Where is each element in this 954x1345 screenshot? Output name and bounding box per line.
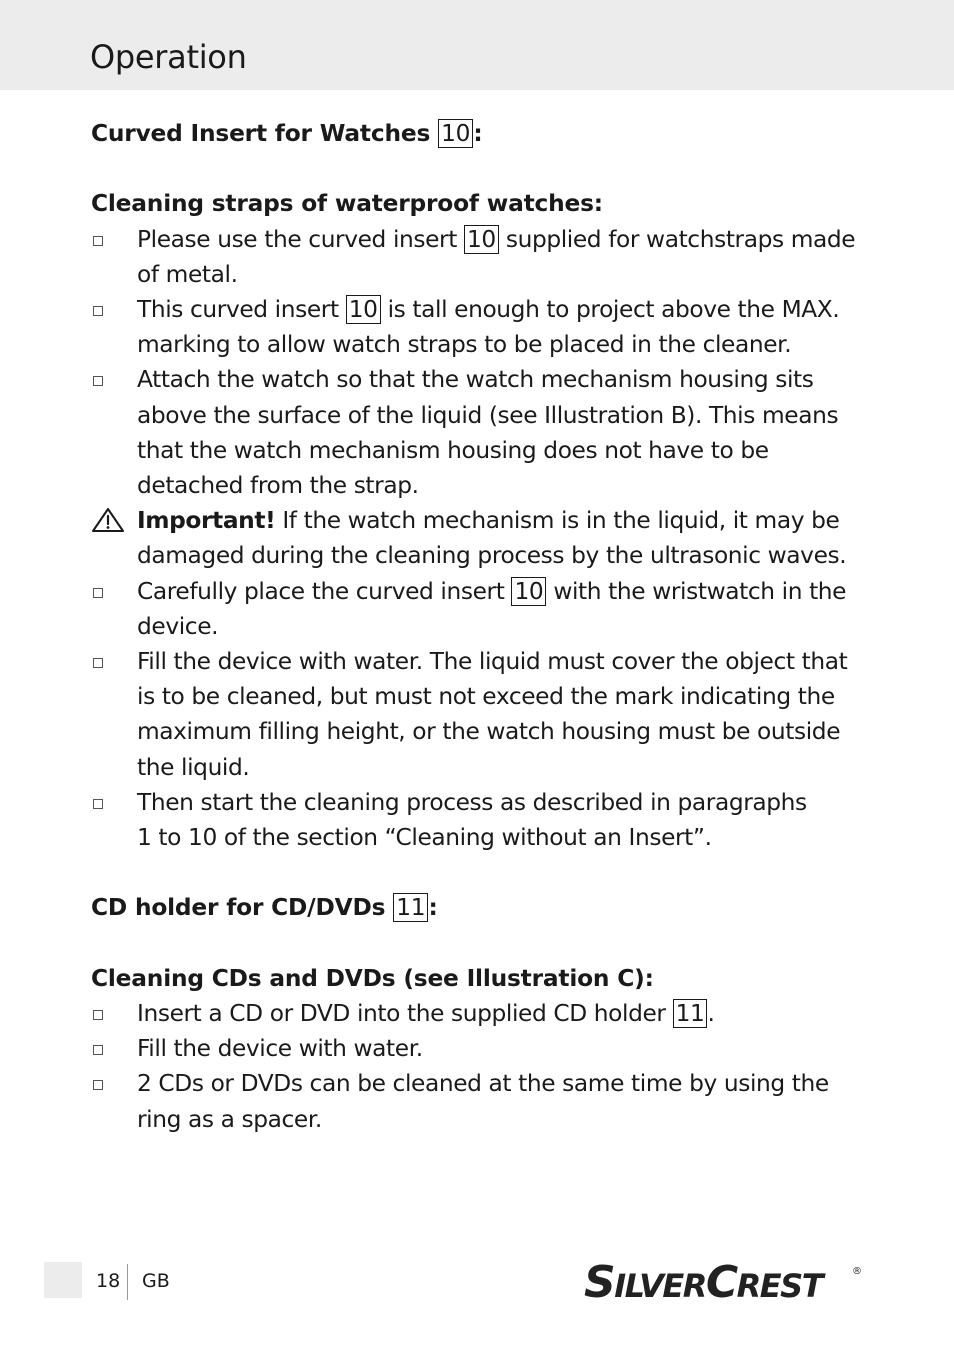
subheading-cleaning-cds: Cleaning CDs and DVDs (see Illustration C):: [91, 964, 654, 992]
warning-label: Important!: [137, 507, 276, 535]
spacer: [91, 926, 871, 961]
checkbox-bullet-icon: [93, 306, 103, 316]
checkbox-bullet-icon: [93, 588, 103, 598]
warning-item: Important! If the watch mechanism is in the liquid, it may be damaged during the cleaning process by the ultrasonic waves.: [91, 503, 871, 573]
section-heading-cd-holder: CD holder for CD/DVDs 11 :: [91, 894, 438, 922]
part-ref-badge: 11: [393, 893, 428, 922]
part-ref-badge: 10: [464, 225, 499, 254]
spacer: [91, 151, 871, 186]
brand-logo: SILVERCREST: [584, 1257, 823, 1308]
checkbox-bullet-icon: [93, 236, 103, 246]
checkbox-bullet-icon: [93, 1045, 103, 1055]
page-number: 18: [96, 1270, 121, 1292]
checkbox-bullet-icon: [93, 799, 103, 809]
list-item: Then start the cleaning process as described in paragraphs 1 to 10 of the section “Cleaning without an Insert”.: [91, 785, 871, 855]
language-code: GB: [142, 1270, 170, 1292]
checkbox-bullet-icon: [93, 658, 103, 668]
list-item: Insert a CD or DVD into the supplied CD holder 11 .: [91, 996, 871, 1031]
list-item: Attach the watch so that the watch mechanism housing sits above the surface of the liquid (see Illustration B). This means that the watch mechanism housing does not have to be detached from the strap.: [91, 362, 871, 503]
footer-divider: [127, 1264, 128, 1300]
page-title: Operation: [90, 38, 247, 76]
instruction-list-watches: [91, 222, 871, 856]
list-item: 2 CDs or DVDs can be cleaned at the same time by using the ring as a spacer.: [91, 1066, 871, 1136]
registered-mark: ®: [852, 1266, 862, 1277]
checkbox-bullet-icon: [93, 1080, 103, 1090]
section-heading-curved-insert: Curved Insert for Watches 10 :: [91, 120, 483, 147]
list-item: Carefully place the curved insert 10 with the wristwatch in the device.: [91, 574, 871, 644]
page-content: [91, 116, 871, 1137]
instruction-list-cds: [91, 996, 871, 1137]
part-ref-badge: 11: [673, 999, 708, 1028]
part-ref-badge: 10: [511, 577, 546, 606]
footer-color-box: [44, 1262, 82, 1298]
spacer: [91, 855, 871, 890]
subheading-waterproof-straps: Cleaning straps of waterproof watches:: [91, 190, 603, 218]
part-ref-badge: 10: [438, 119, 473, 148]
list-item: This curved insert 10 is tall enough to project above the MAX. marking to allow watch straps to be placed in the cleaner.: [91, 292, 871, 362]
warning-triangle-icon: [91, 507, 125, 533]
checkbox-bullet-icon: [93, 376, 103, 386]
list-item: Fill the device with water. The liquid must cover the object that is to be cleaned, but must not exceed the mark indicating the maximum filling height, or the watch housing must be outside the liquid.: [91, 644, 871, 785]
list-item: Fill the device with water.: [91, 1031, 871, 1066]
checkbox-bullet-icon: [93, 1010, 103, 1020]
list-item: Please use the curved insert 10 supplied for watchstraps made of metal.: [91, 222, 871, 292]
part-ref-badge: 10: [346, 295, 381, 324]
